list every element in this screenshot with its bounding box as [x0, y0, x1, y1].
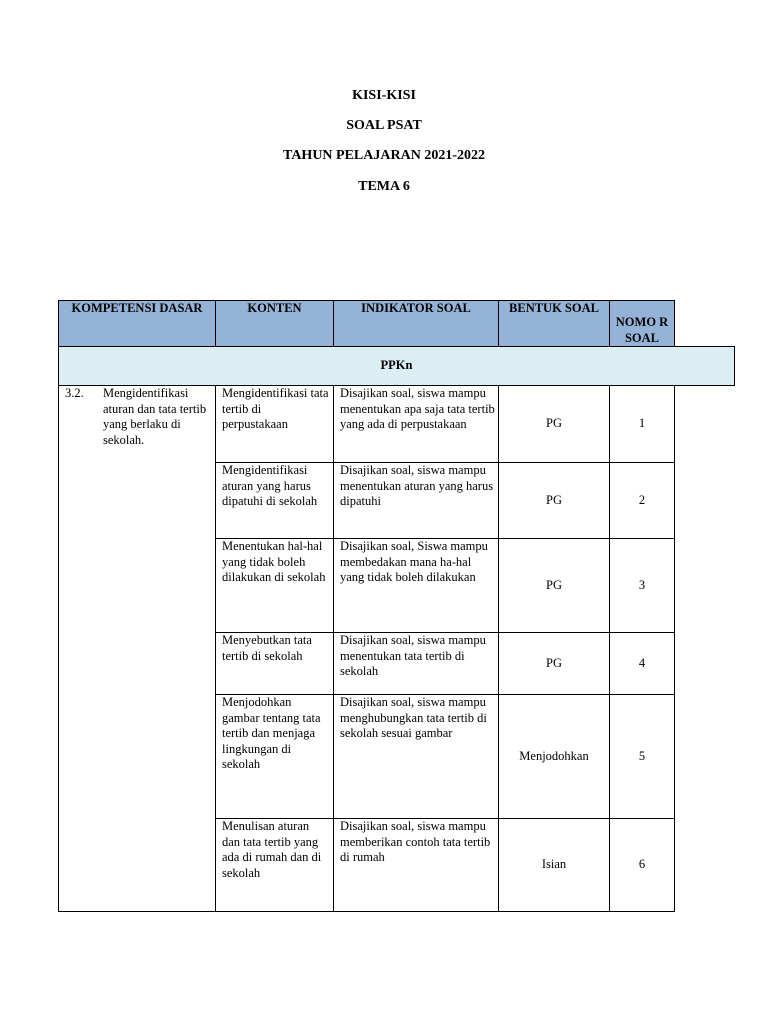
row-spacer — [675, 695, 735, 819]
bentuk-soal-cell: PG — [499, 633, 610, 695]
row-spacer — [675, 463, 735, 539]
doc-title-soal-psat: SOAL PSAT — [346, 118, 422, 133]
table-row — [59, 386, 735, 463]
indikator-cell: Disajikan soal, siswa mampu memberikan contoh tata tertib di rumah — [334, 819, 499, 912]
row-spacer — [675, 539, 735, 633]
bentuk-soal-cell: PG — [499, 539, 610, 633]
header-spacer — [675, 301, 735, 347]
kd-text: Mengidentifikasi aturan dan tata tertib yang berlaku di sekolah. — [103, 386, 207, 447]
header-indikator-soal: INDIKATOR SOAL — [334, 301, 499, 347]
konten-cell: Menyebutkan tata tertib di sekolah — [216, 633, 334, 695]
header-bentuk-soal: BENTUK SOAL — [499, 301, 610, 347]
section-row — [59, 347, 735, 386]
kd-number: 3.2. — [65, 386, 84, 400]
bentuk-soal-cell: PG — [499, 386, 610, 463]
nomor-soal-cell: 6 — [610, 819, 675, 912]
nomor-soal-cell: 2 — [610, 463, 675, 539]
doc-title-kisi-kisi: KISI-KISI — [352, 88, 416, 103]
nomor-soal-cell: 1 — [610, 386, 675, 463]
section-ppkn: PPKn — [59, 347, 735, 386]
indikator-cell: Disajikan soal, siswa mampu menentukan aturan yang harus dipatuhi — [334, 463, 499, 539]
table-header-row — [59, 301, 735, 347]
indikator-cell: Disajikan soal, Siswa mampu membedakan mana ha-hal yang tidak boleh dilakukan — [334, 539, 499, 633]
row-spacer — [675, 819, 735, 912]
kompetensi-dasar-cell — [59, 386, 216, 912]
konten-cell: Mengidentifikasi tata tertib di perpustakaan — [216, 386, 334, 463]
row-spacer — [675, 633, 735, 695]
bentuk-soal-cell: PG — [499, 463, 610, 539]
nomor-soal-cell: 5 — [610, 695, 675, 819]
indikator-cell: Disajikan soal, siswa mampu menentukan tata tertib di sekolah — [334, 633, 499, 695]
bentuk-soal-cell: Isian — [499, 819, 610, 912]
nomor-soal-cell: 3 — [610, 539, 675, 633]
header-kompetensi-dasar: KOMPETENSI DASAR — [59, 301, 216, 347]
nomor-soal-cell: 4 — [610, 633, 675, 695]
doc-title-tema: TEMA 6 — [358, 179, 410, 194]
header-nomor-soal: NOMO R SOAL — [610, 301, 675, 347]
kisi-kisi-table — [58, 300, 735, 912]
header-konten: KONTEN — [216, 301, 334, 347]
indikator-cell: Disajikan soal, siswa mampu menghubungkan tata tertib di sekolah sesuai gambar — [334, 695, 499, 819]
konten-cell: Mengidentifikasi aturan yang harus dipatuhi di sekolah — [216, 463, 334, 539]
bentuk-soal-cell: Menjodohkan — [499, 695, 610, 819]
indikator-cell: Disajikan soal, siswa mampu menentukan apa saja tata tertib yang ada di perpustakaan — [334, 386, 499, 463]
doc-title-tahun-pelajaran: TAHUN PELAJARAN 2021-2022 — [283, 148, 485, 163]
konten-cell: Menentukan hal-hal yang tidak boleh dilakukan di sekolah — [216, 539, 334, 633]
konten-cell: Menulisan aturan dan tata tertib yang ada di rumah dan di sekolah — [216, 819, 334, 912]
konten-cell: Menjodohkan gambar tentang tata tertib dan menjaga lingkungan di sekolah — [216, 695, 334, 819]
row-spacer — [675, 386, 735, 463]
